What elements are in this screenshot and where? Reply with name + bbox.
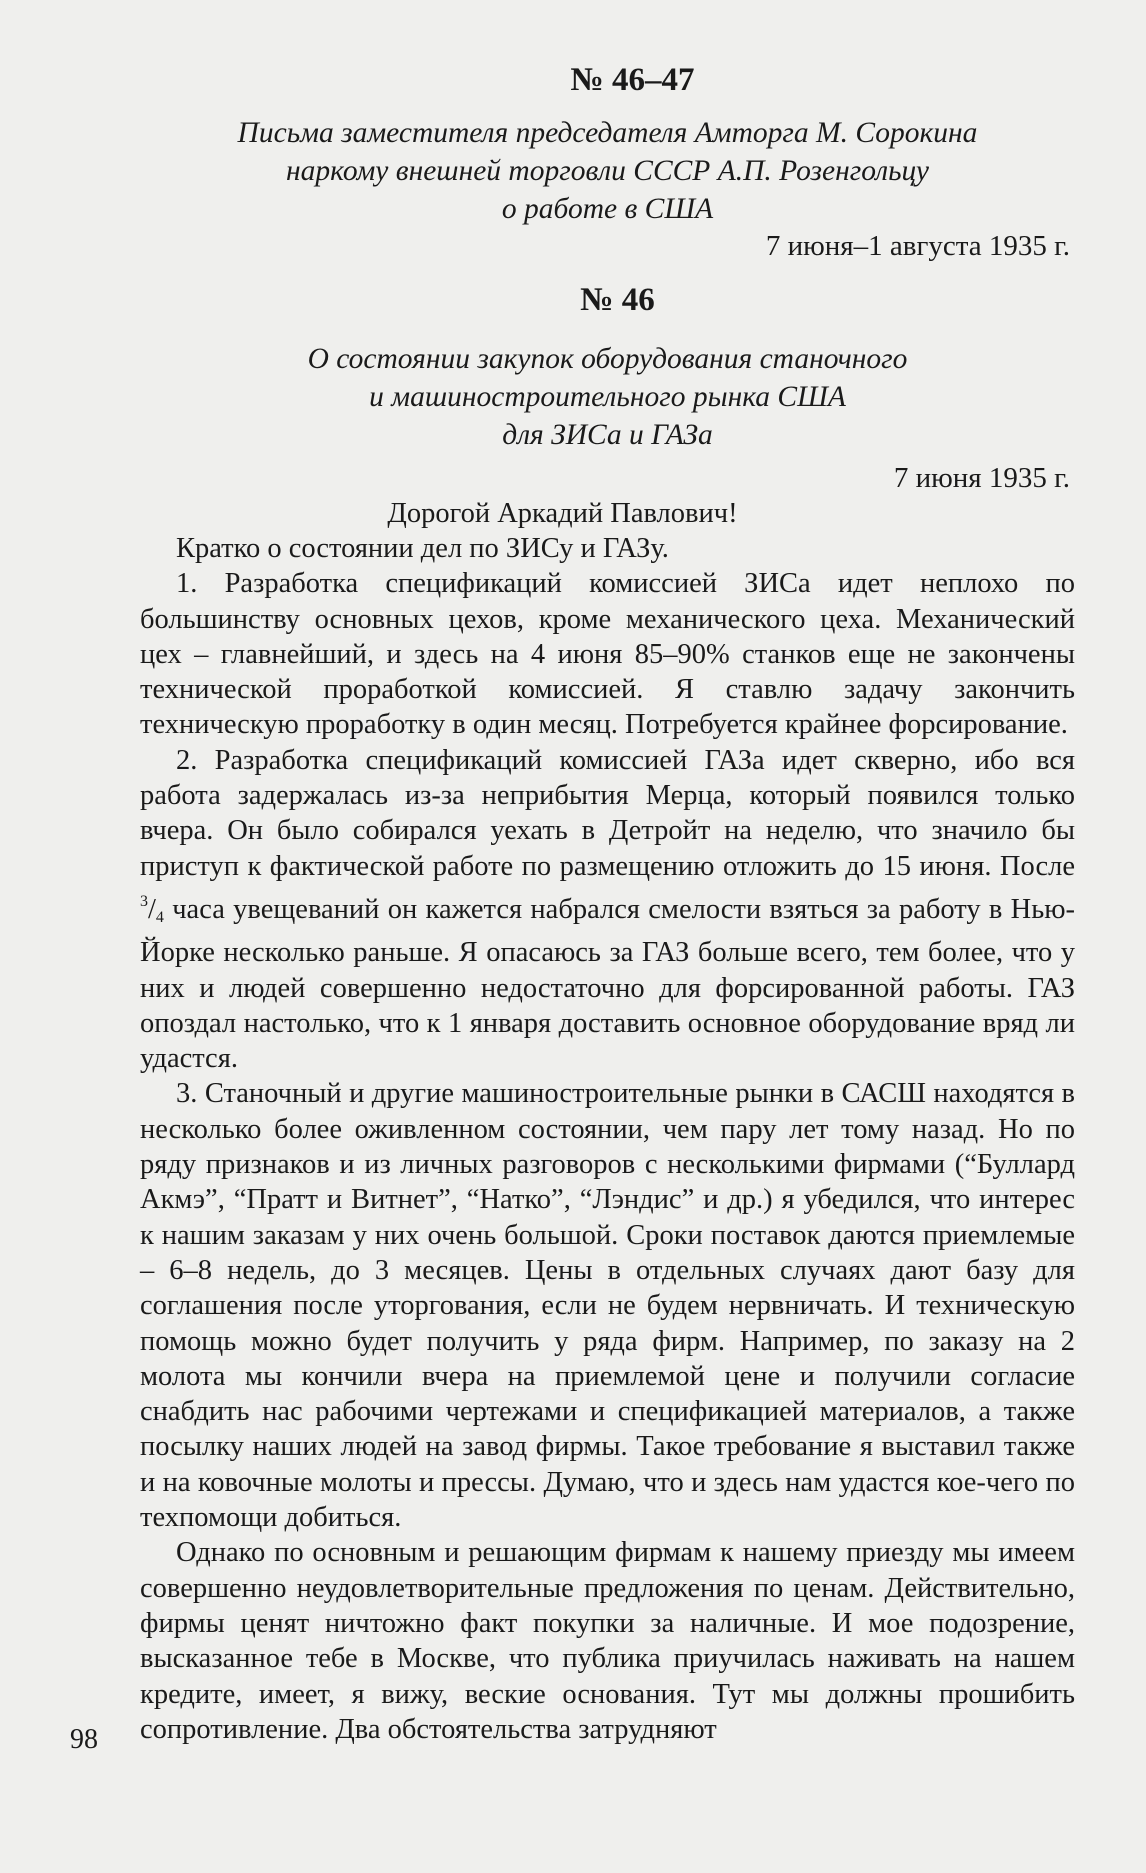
collection-title-line: Письма заместителя председателя Амторга М. Сорокина (237, 117, 978, 149)
body-paragraph (140, 743, 1075, 1077)
letter-greeting: Дорогой Аркадий Павлович! (387, 498, 738, 529)
three-quarters-fraction: $^3/_4$ (140, 892, 164, 926)
letter-title-line: и машиностроительного рынка США (369, 381, 846, 413)
document-page (140, 60, 1075, 1747)
body-paragraph: 3. Станочный и другие машиностроительные рынки в САСШ находятся в несколько более оживленном состоянии, чем пару лет тому назад. Но по ряду признаков и из личных разговоров с несколькими фирмами (“Буллард Акмэ”, “Пратт и Витнет”, “Натко”, “Лэндис” и др.) я убедился, что интерес к нашим заказам у них очень большой. Сроки поставок даются приемлемые – 6–8 недель, до 3 месяцев. Цены в отдельных случаях дают базу для соглашения после уторгования, если не будем нервничать. И техническую помощь можно будет получить у ряда фирм. Например, по заказу на 2 молота мы кончили вчера на приемлемой цене и получили согласие снабдить нас рабочими чертежами и спецификацией материалов, а также посылку наших людей на завод фирмы. Такое требование я выставил также и на ковочные молоты и прессы. Думаю, что и здесь нам удастся кое-чего по техпомощи добиться. (140, 1078, 1075, 1534)
body-paragraph: 1. Разработка спецификаций комиссией ЗИСа идет неплохо по большинству основных цехов, кроме механического цеха. Механический цех – главнейший, и здесь на 4 июня 85–90% станков еще не закончены технической проработкой комиссией. Я ставлю задачу закончить техническую проработку в один месяц. Потребуется крайнее форсирование. (140, 568, 1075, 741)
letter-title-line: О состоянии закупок оборудования станочного (307, 343, 908, 375)
fraction-denominator: 4 (155, 908, 164, 926)
document-number: № 46 (580, 282, 655, 318)
letter-date: 7 июня 1935 г. (893, 462, 1070, 494)
collection-title (140, 114, 1075, 228)
letter-title (140, 340, 1075, 454)
body-paragraph: Кратко о состоянии дел по ЗИСу и ГАЗу. (176, 533, 669, 564)
fraction-numerator: 3 (140, 892, 148, 910)
document-range-number: № 46–47 (570, 62, 695, 98)
page-number: 98 (70, 1724, 98, 1755)
body-paragraph: Однако по основным и решающим фирмам к нашему приезду мы имеем совершенно неудовлетворительные предложения по ценам. Действительно, фирмы ценят ничтожно факт покупки за наличные. И мое подозрение, высказанное тебе в Москве, что публика приучилась наживать на нашем кредите, имеет, я вижу, веские основания. Тут мы должны прошибить сопротивление. Два обстоятельства затрудняют (140, 1537, 1075, 1745)
collection-title-line: наркому внешней торговли СССР А.П. Розенгольцу (286, 155, 929, 187)
letter-title-line: для ЗИСа и ГАЗа (502, 419, 713, 451)
collection-title-line: о работе в США (501, 193, 714, 225)
letter-body (140, 531, 1075, 1747)
collection-dates: 7 июня–1 августа 1935 г. (765, 230, 1070, 262)
paragraph-text: 2. Разработка спецификаций комиссией ГАЗа идет скверно, ибо вся работа задержалась из-за неприбытия Мерца, который появился только вчера. Он было собирался уехать в Детройт на неделю, что значило бы приступ к фактической работе по размещению отложить до 15 июня. После (140, 744, 1075, 882)
paragraph-text: часа увещеваний он кажется набрался смелости взяться за работу в Нью-Йорке несколько раньше. Я опасаюсь за ГАЗ больше всего, тем более, что у них и людей совершенно недостаточно для форсированной работы. ГАЗ опоздал настолько, что к 1 января доставить основное оборудование вряд ли удастся. (140, 893, 1075, 1075)
